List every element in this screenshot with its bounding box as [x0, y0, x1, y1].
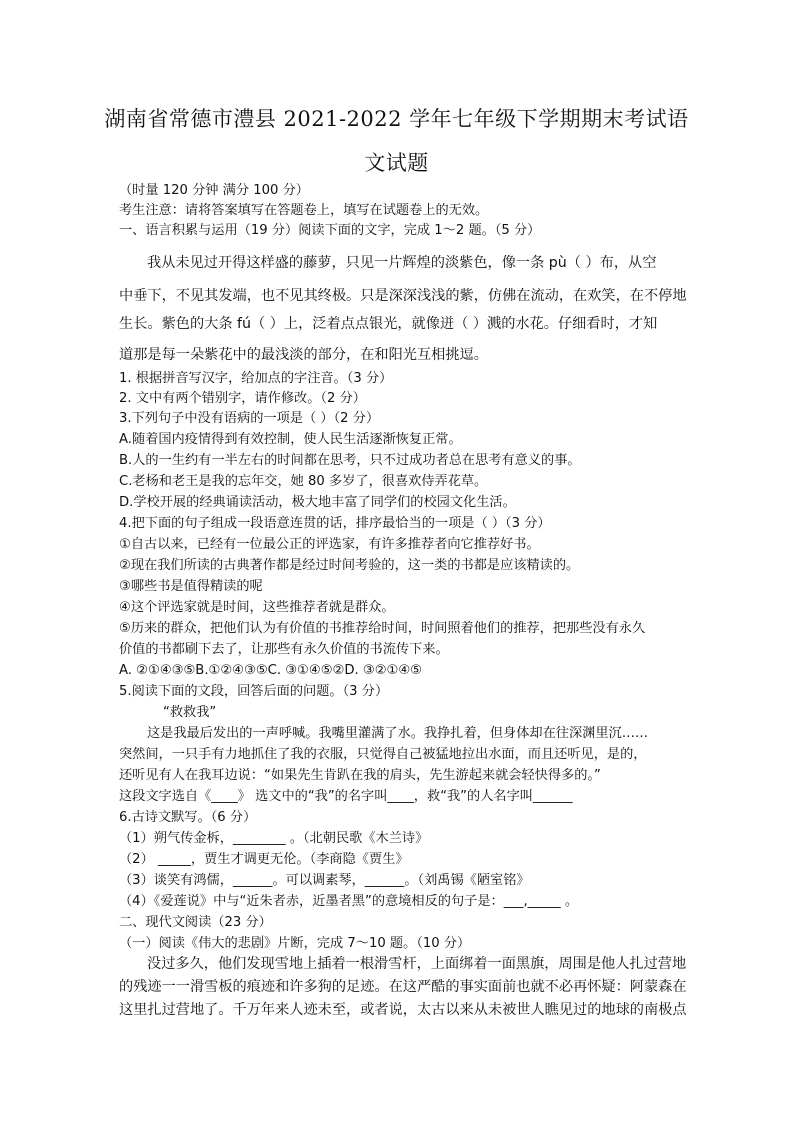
- recitation-line: （4）《爱莲说》中与“近朱者赤，近墨者黑”的意境相反的句子是：___,_____ 。: [119, 894, 579, 909]
- sentence-line: ②现在我们所读的古典著作都是经过时间考验的，这一类的书都是应该精读的。: [119, 558, 580, 573]
- option-line: A. ②①④③⑤B.①②④③⑤C. ③①④⑤②D. ③②①④⑤: [119, 663, 422, 678]
- sentence-line: ①自古以来，已经有一位最公正的评选家，有许多推荐者向它推荐好书。: [119, 537, 540, 552]
- question-line: 3.下列句子中没有语病的一项是（ ）（2 分）: [119, 411, 380, 426]
- reading-line: 没过多久，他们发现雪地上插着一根滑雪杆，上面绑着一面黑旗，周围是他人扎过营地: [147, 956, 687, 972]
- passage-line: 我从未见过开得这样盛的藤萝，只见一片辉煌的淡紫色，像一条 pù（ ）布，从空: [147, 255, 657, 271]
- option-line: B.人的一生约有一半左右的时间都在思考，只不过成功者总在思考有意义的事。: [119, 453, 581, 468]
- question-line: 5.阅读下面的文段，回答后面的问题。（3 分）: [119, 684, 389, 699]
- passage-line: 生长。紫色的大条 fú（ ）上，泛着点点银光，就像迸（ ）溅的水花。仔细看时，才知: [119, 316, 658, 332]
- question-line: 2. 文中有两个错别字，请作修改。（2 分）: [119, 391, 366, 406]
- question-line: 4.把下面的句子组成一段语意连贯的话，排序最恰当的一项是（ ）（3 分）: [119, 516, 551, 531]
- exam-notice: 考生注意：请将答案填写在答题卷上，填写在试题卷上的无效。: [119, 203, 489, 218]
- excerpt-line: 突然间，一只手有力地抓住了我的衣服，只觉得自己被猛地拉出水面，而且还听见，是的，: [119, 747, 647, 762]
- section-heading: 一、语言积累与运用（19 分）阅读下面的文字，完成 1～2 题。（5 分）: [119, 223, 541, 238]
- document-title-line2: 文试题: [364, 151, 429, 175]
- sentence-line: ④这个评选家就是时间，这些推荐者就是群众。: [119, 600, 395, 615]
- reading-line: 的残迹一一滑雪板的痕迹和许多狗的足迹。在这严酷的事实面前也就不必再怀疑：阿蒙森在: [119, 979, 687, 995]
- excerpt-line: 还听见有人在我耳边说：“如果先生肯趴在我的肩头，先生游起来就会轻快得多的。”: [119, 768, 601, 783]
- option-line: C.老杨和老王是我的忘年交，她 80 多岁了，很喜欢侍弄花草。: [119, 474, 488, 489]
- subsection-heading: （一）阅读《伟大的悲剧》片断，完成 7～10 题。（10 分）: [119, 936, 471, 951]
- question-line: 这段文字选自《____》 选文中的“我”的名字叫____，救“我”的人名字叫______: [119, 789, 573, 804]
- sentence-line: ③哪些书是值得精读的呢: [119, 579, 263, 594]
- section-heading: 二、现代文阅读（23 分）: [119, 915, 272, 930]
- reading-line: 这里扎过营地了。千万年来人迹未至，或者说，太古以来从未被世人瞧见过的地球的南极点: [119, 1002, 687, 1018]
- option-line: A.随着国内疫情得到有效控制，使人民生活逐渐恢复正常。: [119, 432, 462, 447]
- sentence-line: 价值的书都刷下去了，让那些有永久价值的书流传下来。: [119, 642, 449, 657]
- document-title-line1: 湖南省常德市澧县 2021-2022 学年七年级下学期期末考试语: [104, 107, 689, 131]
- exam-meta: （时量 120 分钟 满分 100 分）: [119, 183, 309, 198]
- recitation-line: （3）谈笑有鸿儒，______。可以调素琴，______。（刘禹锡《陋室铭》: [119, 873, 530, 888]
- recitation-line: （1）朔气传金柝，________ 。（北朝民歌《木兰诗》: [119, 831, 429, 846]
- passage-line: 中垂下，不见其发端，也不见其终极。只是深深浅浅的紫，仿佛在流动，在欢笑，在不停地: [119, 288, 687, 304]
- passage-line: 道那是每一朵紫花中的最浅淡的部分，在和阳光互相挑逗。: [119, 347, 488, 363]
- excerpt-title: “救救我”: [163, 705, 217, 720]
- excerpt-line: 这是我最后发出的一声呼喊。我嘴里灌满了水。我挣扎着，但身体却在往深渊里沉……: [147, 726, 649, 741]
- question-line: 6.古诗文默写。（6 分）: [119, 810, 257, 825]
- sentence-line: ⑤历来的群众，把他们认为有价值的书推荐给时间，时间照着他们的推荐，把那些没有永久: [119, 621, 646, 636]
- question-line: 1. 根据拼音写汉字，给加点的字注音。（3 分）: [119, 371, 393, 386]
- option-line: D.学校开展的经典诵读活动，极大地丰富了同学们的校园文化生活。: [119, 495, 516, 510]
- recitation-line: （2） _____，贾生才调更无伦。（李商隐《贾生》: [119, 852, 409, 867]
